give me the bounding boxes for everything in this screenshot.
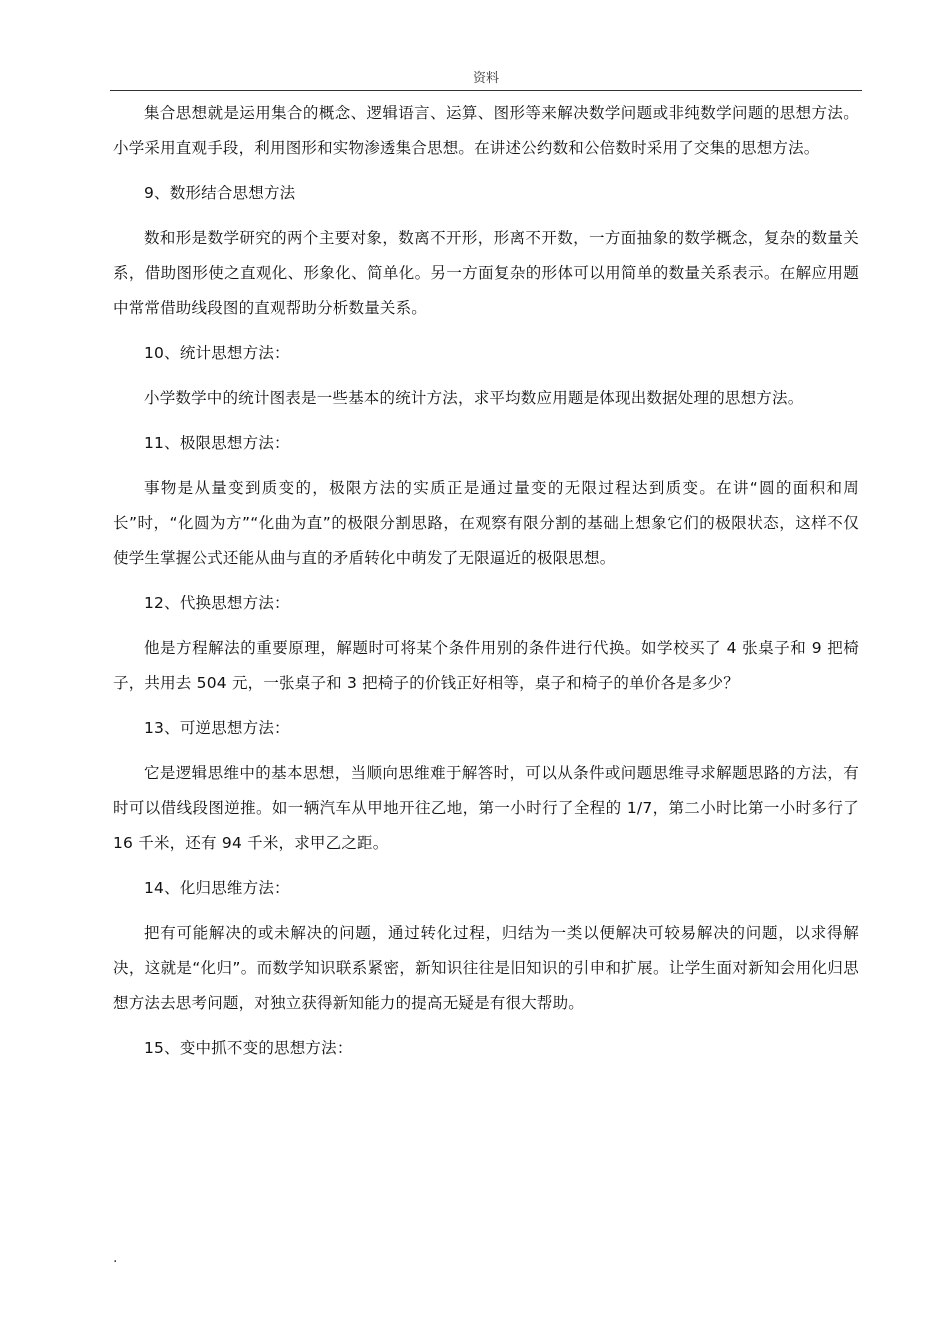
paragraph-11: 事物是从量变到质变的，极限方法的实质正是通过量变的无限过程达到质变。在讲“圆的面积和周长”时，“化圆为方”“化曲为直”的极限分割思路，在观察有限分割的基础上想象它们的极限状态，这样不仅使学生掌握公式还能从曲与直的矛盾转化中萌发了无限逼近的极限思想。	[113, 479, 859, 567]
heading-15: 15、变中抓不变的思想方法：	[144, 1039, 353, 1057]
paragraph-10: 小学数学中的统计图表是一些基本的统计方法，求平均数应用题是体现出数据处理的思想方法。	[144, 389, 804, 407]
paragraph-14: 把有可能解决的或未解决的问题，通过转化过程，归结为一类以便解决可较易解决的问题，以求得解决，这就是“化归”。而数学知识联系紧密，新知识往往是旧知识的引申和扩展。让学生面对新知会用化归思想方法去思考问题，对独立获得新知能力的提高无疑是有很大帮助。	[113, 924, 859, 1012]
header-title: 资料	[472, 71, 499, 86]
heading-13: 13、可逆思想方法：	[144, 719, 290, 737]
heading-14: 14、化归思维方法：	[144, 879, 290, 897]
paragraph-13: 它是逻辑思维中的基本思想，当顺向思维难于解答时，可以从条件或问题思维寻求解题思路的方法，有时可以借线段图逆推。如一辆汽车从甲地开往乙地，第一小时行了全程的 1/7，第二小时比第一小时多行了 16 千米，还有 94 千米，求甲乙之距。	[113, 764, 859, 852]
heading-12: 12、代换思想方法：	[144, 594, 290, 612]
paragraph-set-theory: 集合思想就是运用集合的概念、逻辑语言、运算、图形等来解决数学问题或非纯数学问题的思想方法。小学采用直观手段，利用图形和实物渗透集合思想。在讲述公约数和公倍数时采用了交集的思想方法。	[113, 104, 859, 157]
paragraph-9: 数和形是数学研究的两个主要对象，数离不开形，形离不开数，一方面抽象的数学概念，复杂的数量关系，借助图形使之直观化、形象化、简单化。另一方面复杂的形体可以用简单的数量关系表示。在解应用题中常常借助线段图的直观帮助分析数量关系。	[113, 229, 859, 317]
document-body	[113, 96, 859, 1066]
page-header	[110, 70, 862, 91]
heading-9: 9、数形结合思想方法	[144, 184, 296, 202]
paragraph-12: 他是方程解法的重要原理，解题时可将某个条件用别的条件进行代换。如学校买了 4 张桌子和 9 把椅子，共用去 504 元，一张桌子和 3 把椅子的价钱正好相等，桌子和椅子的单价各是多少？	[113, 639, 859, 692]
heading-10: 10、统计思想方法：	[144, 344, 290, 362]
footer-mark: .	[113, 1250, 118, 1266]
heading-11: 11、极限思想方法：	[144, 434, 290, 452]
